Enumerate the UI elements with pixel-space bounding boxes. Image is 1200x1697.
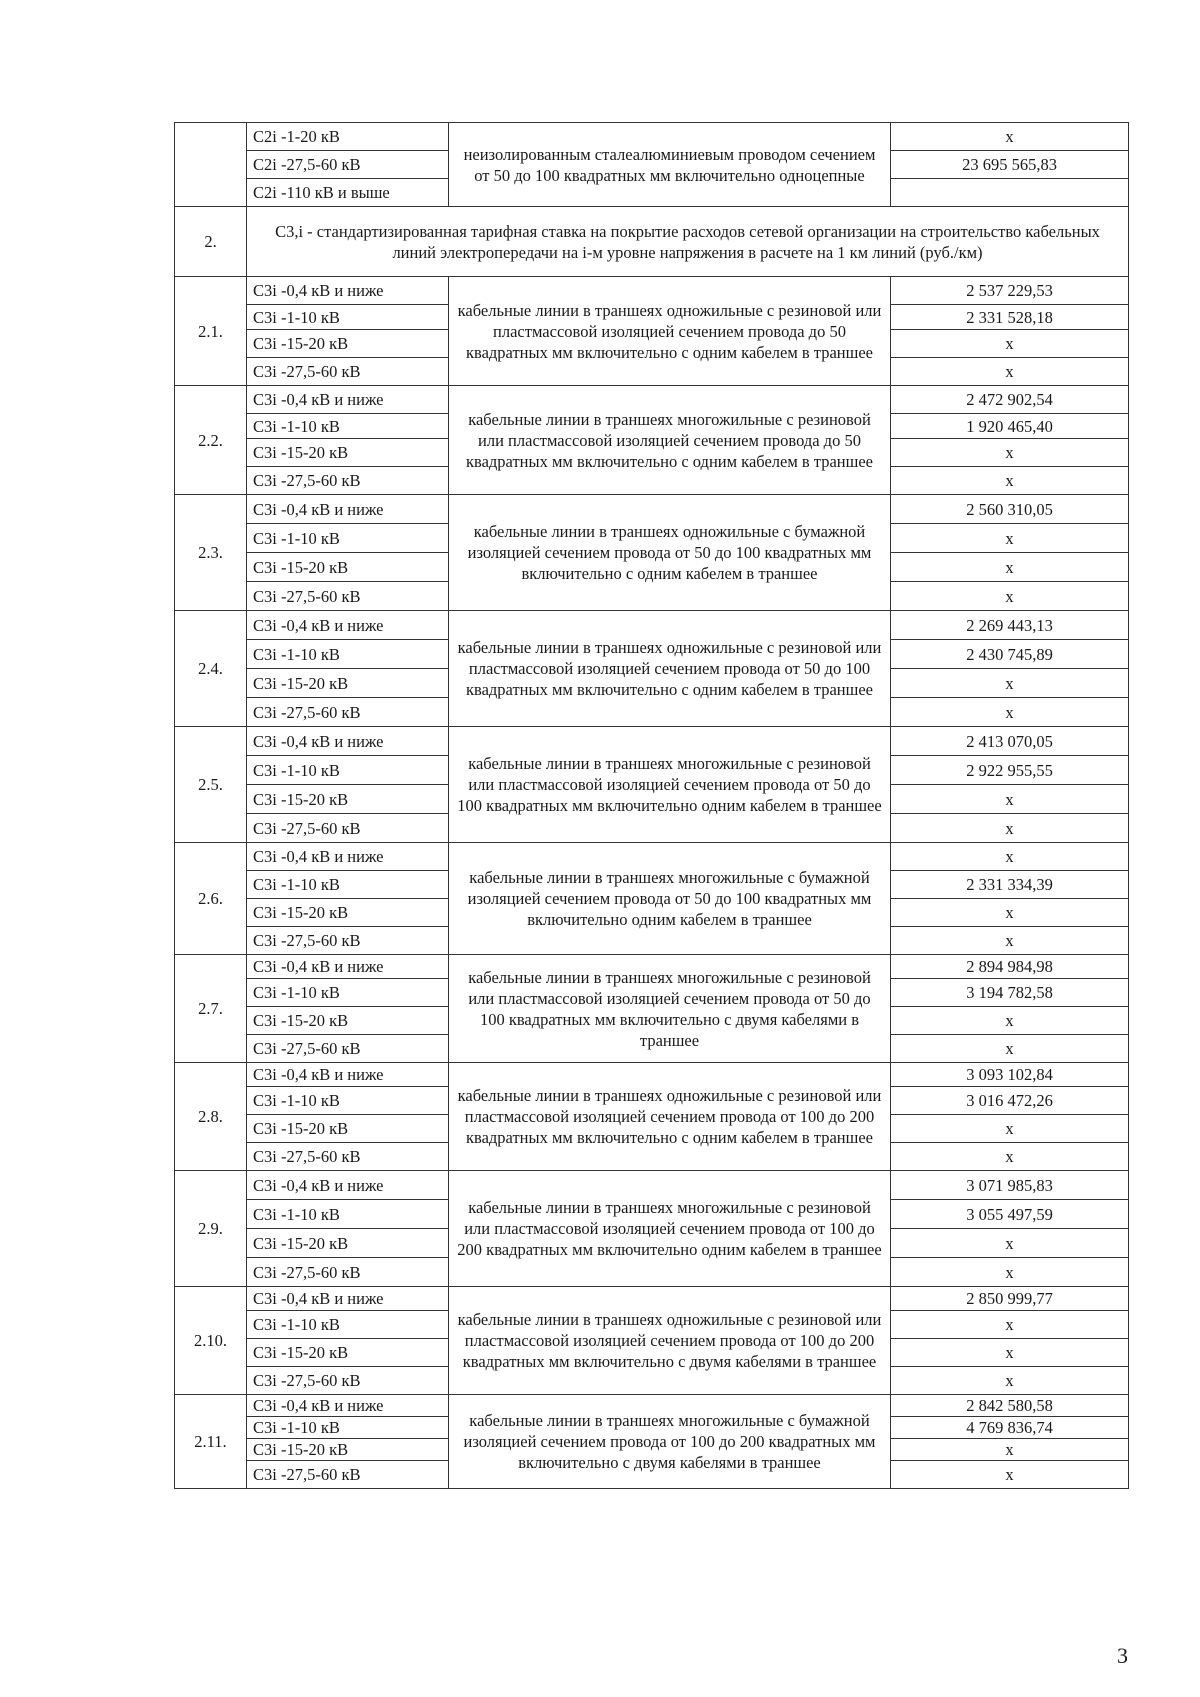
value-cell: x bbox=[891, 1461, 1129, 1489]
value-cell: x bbox=[891, 330, 1129, 358]
value-cell: x bbox=[891, 698, 1129, 727]
voltage-code-cell: C3i -15-20 кВ bbox=[247, 553, 449, 582]
value-cell: x bbox=[891, 358, 1129, 386]
table-row bbox=[175, 1063, 1129, 1087]
voltage-code-cell: C3i -27,5-60 кВ bbox=[247, 467, 449, 495]
voltage-code-cell: C2i -1-20 кВ bbox=[247, 123, 449, 151]
description-cell: кабельные линии в траншеях многожильные с резиновой или пластмассовой изоляцией сечением провода до 50 квадратных мм включительно с одним кабелем в траншее bbox=[449, 386, 891, 495]
voltage-code-cell: C3i -27,5-60 кВ bbox=[247, 698, 449, 727]
description-cell: кабельные линии в траншеях многожильные с резиновой или пластмассовой изоляцией сечением провода от 100 до 200 квадратных мм включительно одним кабелем в траншее bbox=[449, 1171, 891, 1287]
voltage-code-cell: C3i -1-10 кВ bbox=[247, 305, 449, 330]
group-number-cell: 2.2. bbox=[175, 386, 247, 495]
value-cell: 2 430 745,89 bbox=[891, 640, 1129, 669]
group-number-cell: 2.10. bbox=[175, 1287, 247, 1395]
voltage-code-cell: C2i -27,5-60 кВ bbox=[247, 151, 449, 179]
value-cell: x bbox=[891, 1035, 1129, 1063]
voltage-code-cell: C3i -1-10 кВ bbox=[247, 871, 449, 899]
value-cell: 3 093 102,84 bbox=[891, 1063, 1129, 1087]
voltage-code-cell: C3i -15-20 кВ bbox=[247, 1439, 449, 1461]
group-number-cell: 2.5. bbox=[175, 727, 247, 843]
value-cell: x bbox=[891, 1258, 1129, 1287]
group-number-cell: 2.4. bbox=[175, 611, 247, 727]
section-title: С3,i - стандартизированная тарифная ставка на покрытие расходов сетевой организации на строительство кабельных линий электропередачи на i-м уровне напряжения в расчете на 1 км линий (руб./км) bbox=[247, 207, 1129, 277]
value-cell: 3 016 472,26 bbox=[891, 1087, 1129, 1115]
section-header-row bbox=[175, 207, 1129, 277]
value-cell: x bbox=[891, 927, 1129, 955]
value-cell: 3 055 497,59 bbox=[891, 1200, 1129, 1229]
voltage-code-cell: C3i -0,4 кВ и ниже bbox=[247, 1171, 449, 1200]
voltage-code-cell: C3i -27,5-60 кВ bbox=[247, 814, 449, 843]
voltage-code-cell: C3i -27,5-60 кВ bbox=[247, 1461, 449, 1489]
voltage-code-cell: C3i -0,4 кВ и ниже bbox=[247, 1287, 449, 1311]
value-cell: 2 842 580,58 bbox=[891, 1395, 1129, 1417]
description-cell: кабельные линии в траншеях одножильные с резиновой или пластмассовой изоляцией сечением провода от 100 до 200 квадратных мм включительно с одним кабелем в траншее bbox=[449, 1063, 891, 1171]
group-number-cell: 2.8. bbox=[175, 1063, 247, 1171]
tariff-table bbox=[174, 122, 1129, 1489]
value-cell: x bbox=[891, 1007, 1129, 1035]
voltage-code-cell: C3i -15-20 кВ bbox=[247, 439, 449, 467]
voltage-code-cell: C3i -1-10 кВ bbox=[247, 1311, 449, 1339]
table-row bbox=[175, 1171, 1129, 1200]
voltage-code-cell: C3i -27,5-60 кВ bbox=[247, 1258, 449, 1287]
table-row bbox=[175, 1395, 1129, 1417]
table-row bbox=[175, 495, 1129, 524]
voltage-code-cell: C3i -1-10 кВ bbox=[247, 524, 449, 553]
value-cell: 2 331 528,18 bbox=[891, 305, 1129, 330]
table-row bbox=[175, 123, 1129, 151]
voltage-code-cell: C3i -27,5-60 кВ bbox=[247, 582, 449, 611]
value-cell: 3 194 782,58 bbox=[891, 979, 1129, 1007]
value-cell: x bbox=[891, 1339, 1129, 1367]
voltage-code-cell: C3i -0,4 кВ и ниже bbox=[247, 386, 449, 414]
value-cell: 3 071 985,83 bbox=[891, 1171, 1129, 1200]
table-row bbox=[175, 277, 1129, 305]
table-row bbox=[175, 1287, 1129, 1311]
voltage-code-cell: C3i -0,4 кВ и ниже bbox=[247, 955, 449, 979]
group-number-cell: 2.3. bbox=[175, 495, 247, 611]
value-cell: 23 695 565,83 bbox=[891, 151, 1129, 179]
voltage-code-cell: C3i -15-20 кВ bbox=[247, 899, 449, 927]
value-cell: x bbox=[891, 669, 1129, 698]
group-number-cell: 2.9. bbox=[175, 1171, 247, 1287]
voltage-code-cell: C3i -15-20 кВ bbox=[247, 1115, 449, 1143]
table-row bbox=[175, 955, 1129, 979]
voltage-code-cell: C3i -15-20 кВ bbox=[247, 669, 449, 698]
value-cell: x bbox=[891, 1229, 1129, 1258]
value-cell: 2 850 999,77 bbox=[891, 1287, 1129, 1311]
value-cell: x bbox=[891, 123, 1129, 151]
description-cell: кабельные линии в траншеях многожильные с бумажной изоляцией сечением провода от 50 до 100 квадратных мм включительно одним кабелем в траншее bbox=[449, 843, 891, 955]
voltage-code-cell: C3i -0,4 кВ и ниже bbox=[247, 611, 449, 640]
description-cell: кабельные линии в траншеях одножильные с бумажной изоляцией сечением провода от 50 до 100 квадратных мм включительно с одним кабелем в траншее bbox=[449, 495, 891, 611]
page-number: 3 bbox=[1117, 1643, 1128, 1668]
description-cell: кабельные линии в траншеях многожильные с резиновой или пластмассовой изоляцией сечением провода от 50 до 100 квадратных мм включительно одним кабелем в траншее bbox=[449, 727, 891, 843]
description-cell: кабельные линии в траншеях одножильные с резиновой или пластмассовой изоляцией сечением провода от 50 до 100 квадратных мм включительно с одним кабелем в траншее bbox=[449, 611, 891, 727]
section-number: 2. bbox=[175, 207, 247, 277]
voltage-code-cell: C3i -1-10 кВ bbox=[247, 1087, 449, 1115]
value-cell: 2 413 070,05 bbox=[891, 727, 1129, 756]
value-cell: x bbox=[891, 467, 1129, 495]
value-cell: 2 922 955,55 bbox=[891, 756, 1129, 785]
value-cell: 2 331 334,39 bbox=[891, 871, 1129, 899]
description-cell: неизолированным сталеалюминиевым проводом сечением от 50 до 100 квадратных мм включительно одноцепные bbox=[449, 123, 891, 207]
value-cell: x bbox=[891, 785, 1129, 814]
voltage-code-cell: C3i -1-10 кВ bbox=[247, 414, 449, 439]
group-number-cell: 2.7. bbox=[175, 955, 247, 1063]
value-cell: 4 769 836,74 bbox=[891, 1417, 1129, 1439]
voltage-code-cell: C3i -27,5-60 кВ bbox=[247, 1035, 449, 1063]
voltage-code-cell: C3i -1-10 кВ bbox=[247, 1200, 449, 1229]
description-cell: кабельные линии в траншеях одножильные с резиновой или пластмассовой изоляцией сечением провода до 50 квадратных мм включительно с одним кабелем в траншее bbox=[449, 277, 891, 386]
voltage-code-cell: C3i -1-10 кВ bbox=[247, 979, 449, 1007]
group-number-cell: 2.11. bbox=[175, 1395, 247, 1489]
voltage-code-cell: C3i -15-20 кВ bbox=[247, 1229, 449, 1258]
table-row bbox=[175, 843, 1129, 871]
voltage-code-cell: C3i -27,5-60 кВ bbox=[247, 1143, 449, 1171]
table-row bbox=[175, 386, 1129, 414]
voltage-code-cell: C3i -27,5-60 кВ bbox=[247, 927, 449, 955]
value-cell: x bbox=[891, 524, 1129, 553]
value-cell: x bbox=[891, 1143, 1129, 1171]
value-cell: 1 920 465,40 bbox=[891, 414, 1129, 439]
value-cell: x bbox=[891, 1115, 1129, 1143]
value-cell: 2 894 984,98 bbox=[891, 955, 1129, 979]
voltage-code-cell: C3i -1-10 кВ bbox=[247, 640, 449, 669]
value-cell: x bbox=[891, 814, 1129, 843]
value-cell: 2 537 229,53 bbox=[891, 277, 1129, 305]
description-cell: кабельные линии в траншеях многожильные с бумажной изоляцией сечением провода от 100 до 200 квадратных мм включительно с двумя кабелями в траншее bbox=[449, 1395, 891, 1489]
value-cell: x bbox=[891, 553, 1129, 582]
value-cell: x bbox=[891, 439, 1129, 467]
voltage-code-cell: C3i -0,4 кВ и ниже bbox=[247, 1395, 449, 1417]
value-cell: x bbox=[891, 1367, 1129, 1395]
value-cell: x bbox=[891, 843, 1129, 871]
voltage-code-cell: C2i -110 кВ и выше bbox=[247, 179, 449, 207]
group-number-cell: 2.1. bbox=[175, 277, 247, 386]
value-cell: 2 269 443,13 bbox=[891, 611, 1129, 640]
description-cell: кабельные линии в траншеях одножильные с резиновой или пластмассовой изоляцией сечением провода от 100 до 200 квадратных мм включительно с двумя кабелями в траншее bbox=[449, 1287, 891, 1395]
voltage-code-cell: C3i -1-10 кВ bbox=[247, 1417, 449, 1439]
voltage-code-cell: C3i -0,4 кВ и ниже bbox=[247, 495, 449, 524]
table-row bbox=[175, 611, 1129, 640]
value-cell: x bbox=[891, 1311, 1129, 1339]
voltage-code-cell: C3i -27,5-60 кВ bbox=[247, 358, 449, 386]
voltage-code-cell: C3i -27,5-60 кВ bbox=[247, 1367, 449, 1395]
value-cell: 2 472 902,54 bbox=[891, 386, 1129, 414]
voltage-code-cell: C3i -1-10 кВ bbox=[247, 756, 449, 785]
row-number-cell bbox=[175, 123, 247, 207]
value-cell: x bbox=[891, 899, 1129, 927]
voltage-code-cell: C3i -0,4 кВ и ниже bbox=[247, 727, 449, 756]
voltage-code-cell: C3i -0,4 кВ и ниже bbox=[247, 1063, 449, 1087]
value-cell: x bbox=[891, 582, 1129, 611]
voltage-code-cell: C3i -15-20 кВ bbox=[247, 785, 449, 814]
value-cell: x bbox=[891, 1439, 1129, 1461]
value-cell: 2 560 310,05 bbox=[891, 495, 1129, 524]
voltage-code-cell: C3i -0,4 кВ и ниже bbox=[247, 843, 449, 871]
description-cell: кабельные линии в траншеях многожильные с резиновой или пластмассовой изоляцией сечением провода от 50 до 100 квадратных мм включительно с двумя кабелями в траншее bbox=[449, 955, 891, 1063]
table-row bbox=[175, 727, 1129, 756]
voltage-code-cell: C3i -0,4 кВ и ниже bbox=[247, 277, 449, 305]
group-number-cell: 2.6. bbox=[175, 843, 247, 955]
voltage-code-cell: C3i -15-20 кВ bbox=[247, 1339, 449, 1367]
voltage-code-cell: C3i -15-20 кВ bbox=[247, 330, 449, 358]
voltage-code-cell: C3i -15-20 кВ bbox=[247, 1007, 449, 1035]
value-cell bbox=[891, 179, 1129, 207]
